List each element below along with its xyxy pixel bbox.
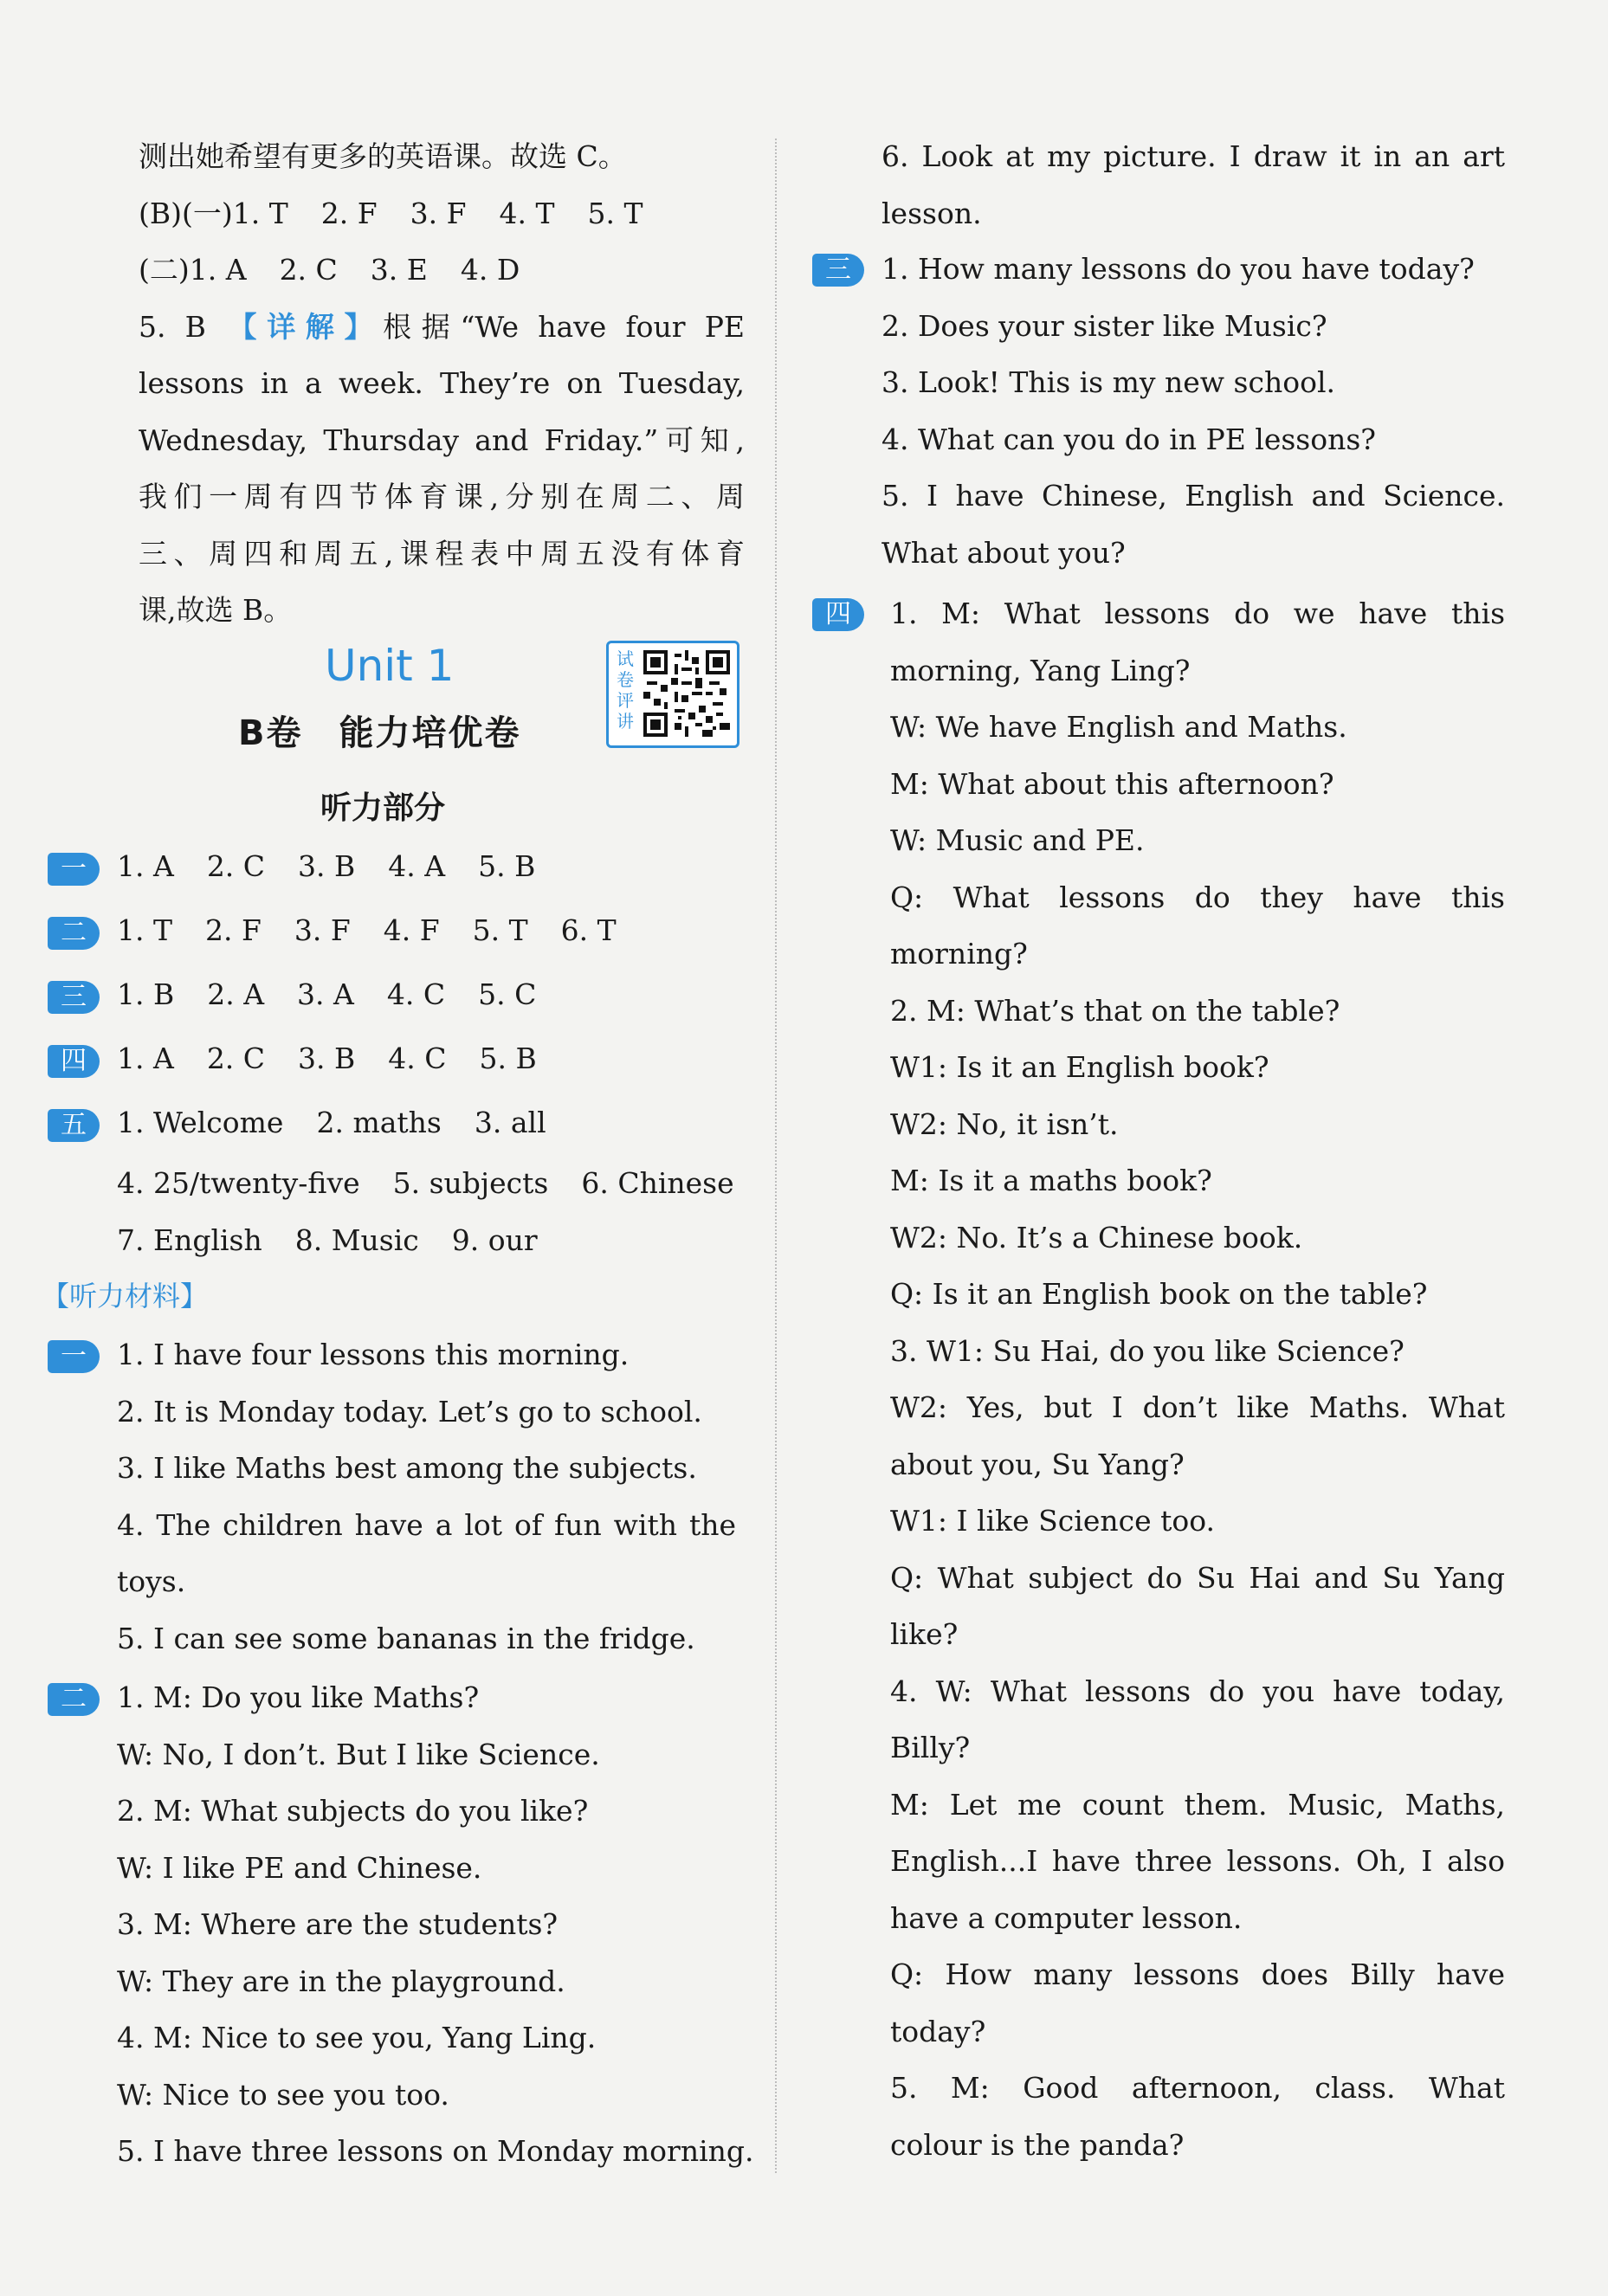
material-line: about you, Su Yang? (890, 1447, 1185, 1481)
material-line: Q: Is it an English book on the table? (890, 1277, 1428, 1311)
material-line: colour is the panda? (890, 2127, 1185, 2162)
answer-row: 1. A 2. C 3. B 4. A 5. B (117, 849, 536, 883)
material-line: 1. M: What lessons do we have this (890, 597, 1505, 630)
material-line: W: No, I don’t. But I like Science. (117, 1737, 600, 1771)
material-line: 4. M: Nice to see you, Yang Ling. (117, 2021, 597, 2054)
material-line: 5. I have Chinese, English and Science. (881, 479, 1505, 513)
explanation-line: 三、周四和周五,课程表中周五没有体育 (139, 536, 745, 571)
material-line: toys. (117, 1564, 186, 1598)
material-line: Q: How many lessons does Billy have (890, 1957, 1505, 1991)
material-line: have a computer lesson. (890, 1900, 1243, 1935)
section-badge: 一 (48, 1340, 100, 1373)
qr-code-icon (643, 650, 730, 737)
material-line: 2. M: What’s that on the table? (890, 993, 1340, 1028)
qr-code-box[interactable] (606, 641, 739, 748)
material-line: W2: No. It’s a Chinese book. (890, 1220, 1303, 1254)
answer-row: 1. A 2. C 3. B 4. C 5. B (117, 1042, 537, 1075)
unit-title: Unit 1 (325, 641, 455, 691)
explanation-line: Wednesday, Thursday and Friday.”可知, (139, 422, 745, 457)
material-line: morning? (890, 937, 1028, 971)
explanation-line: lessons in a week. They’re on Tuesday, (139, 366, 745, 400)
material-line: 4. What can you do in PE lessons? (881, 422, 1376, 456)
answer-line-b2: (二)1. A 2. C 3. E 4. D (139, 253, 520, 287)
material-line: 5. I can see some bananas in the fridge. (117, 1621, 695, 1655)
section-badge: 四 (812, 598, 864, 631)
material-line: 4. W: What lessons do you have today, (890, 1674, 1505, 1708)
material-line: 2. Does your sister like Music? (881, 308, 1327, 343)
explanation-line: 我们一周有四节体育课,分别在周二、周 (139, 480, 745, 513)
material-line: 3. I like Maths best among the subjects. (117, 1451, 697, 1485)
material-line: 3. W1: Su Hai, do you like Science? (890, 1333, 1405, 1368)
section-title: 听力部分 (320, 790, 446, 826)
material-section-3 (881, 241, 1505, 581)
material-line: W2: No, it isn’t. (890, 1106, 1119, 1141)
material-line: like? (890, 1617, 959, 1651)
answer-line-b1: (B)(一)1. T 2. F 3. F 4. T 5. T (139, 196, 643, 230)
material-line: 3. M: Where are the students? (117, 1907, 559, 1941)
material-line: W: Music and PE. (890, 823, 1145, 857)
material-line: 5. M: Good afternoon, class. What (890, 2071, 1505, 2105)
material-line: 1. I have four lessons this morning. (117, 1338, 630, 1371)
material-line: W: They are in the playground. (117, 1964, 565, 1998)
material-line: M: Is it a maths book? (890, 1164, 1212, 1197)
material-section-4 (890, 585, 1505, 2173)
material-line: What about you? (881, 535, 1126, 570)
material-line: morning, Yang Ling? (890, 653, 1191, 687)
material-line: 3. Look! This is my new school. (881, 365, 1335, 399)
material-line: M: What about this afternoon? (890, 766, 1334, 801)
explanation-line: 5. B 【详解】根据“We have four PE (139, 309, 746, 344)
answer-row: 1. B 2. A 3. A 4. C 5. C (117, 977, 537, 1011)
qr-label: 试卷评讲 (617, 648, 634, 732)
material-line: W1: Is it an English book? (890, 1050, 1269, 1084)
material-line: W: We have English and Maths. (890, 710, 1347, 744)
section-badge: 二 (48, 1683, 100, 1716)
material-line: 4. The children have a lot of fun with the (117, 1507, 736, 1542)
material-line: W2: Yes, but I don’t like Maths. What (890, 1390, 1505, 1424)
listening-material-label: 【听力材料】 (42, 1280, 209, 1312)
material-line: 5. I have three lessons on Monday morning. (117, 2134, 754, 2168)
material-line: Q: What subject do Su Hai and Su Yang (890, 1560, 1505, 1595)
section-badge: 二 (48, 917, 100, 950)
material-line: Billy? (890, 1731, 971, 1764)
material-line: W: Nice to see you too. (117, 2077, 449, 2112)
material-line: W1: I like Science too. (890, 1504, 1216, 1538)
test-title: B卷 能力培优卷 (238, 713, 521, 753)
answer-row: 7. English 8. Music 9. our (117, 1223, 538, 1257)
material-line: 2. It is Monday today. Let’s go to school. (117, 1394, 702, 1429)
answer-row: 1. T 2. F 3. F 4. F 5. T 6. T (117, 913, 617, 947)
material-line: 6. Look at my picture. I draw it in an art (881, 139, 1505, 173)
answer-row: 4. 25/twenty-five 5. subjects 6. Chinese (117, 1166, 734, 1200)
explanation-line: 测出她希望有更多的英语课。故选 C。 (139, 139, 627, 173)
explanation-line: 课,故选 B。 (139, 593, 293, 627)
material-section-2 (117, 1669, 754, 2180)
section-badge: 三 (812, 254, 864, 287)
column-divider (775, 139, 777, 2173)
material-line: 2. M: What subjects do you like? (117, 1794, 589, 1828)
material-section-1 (117, 1326, 736, 1667)
material-line: 1. How many lessons do you have today? (881, 252, 1475, 286)
material-line: Q: What lessons do they have this (890, 880, 1505, 914)
section-badge: 五 (48, 1109, 100, 1142)
right-column (881, 128, 1505, 242)
material-line: W: I like PE and Chinese. (117, 1850, 482, 1885)
answer-row: 1. Welcome 2. maths 3. all (117, 1106, 546, 1139)
material-line: English...I have three lessons. Oh, I also (890, 1844, 1505, 1878)
left-column (139, 128, 745, 639)
material-line: M: Let me count them. Music, Maths, (890, 1787, 1505, 1822)
section-badge: 四 (48, 1045, 100, 1078)
detail-tag: 【详解】 (217, 309, 384, 344)
section-badge: 一 (48, 853, 100, 886)
section-badge: 三 (48, 981, 100, 1014)
material-line: today? (890, 2014, 986, 2048)
material-line: lesson. (881, 196, 982, 230)
material-line: 1. M: Do you like Maths? (117, 1680, 480, 1714)
